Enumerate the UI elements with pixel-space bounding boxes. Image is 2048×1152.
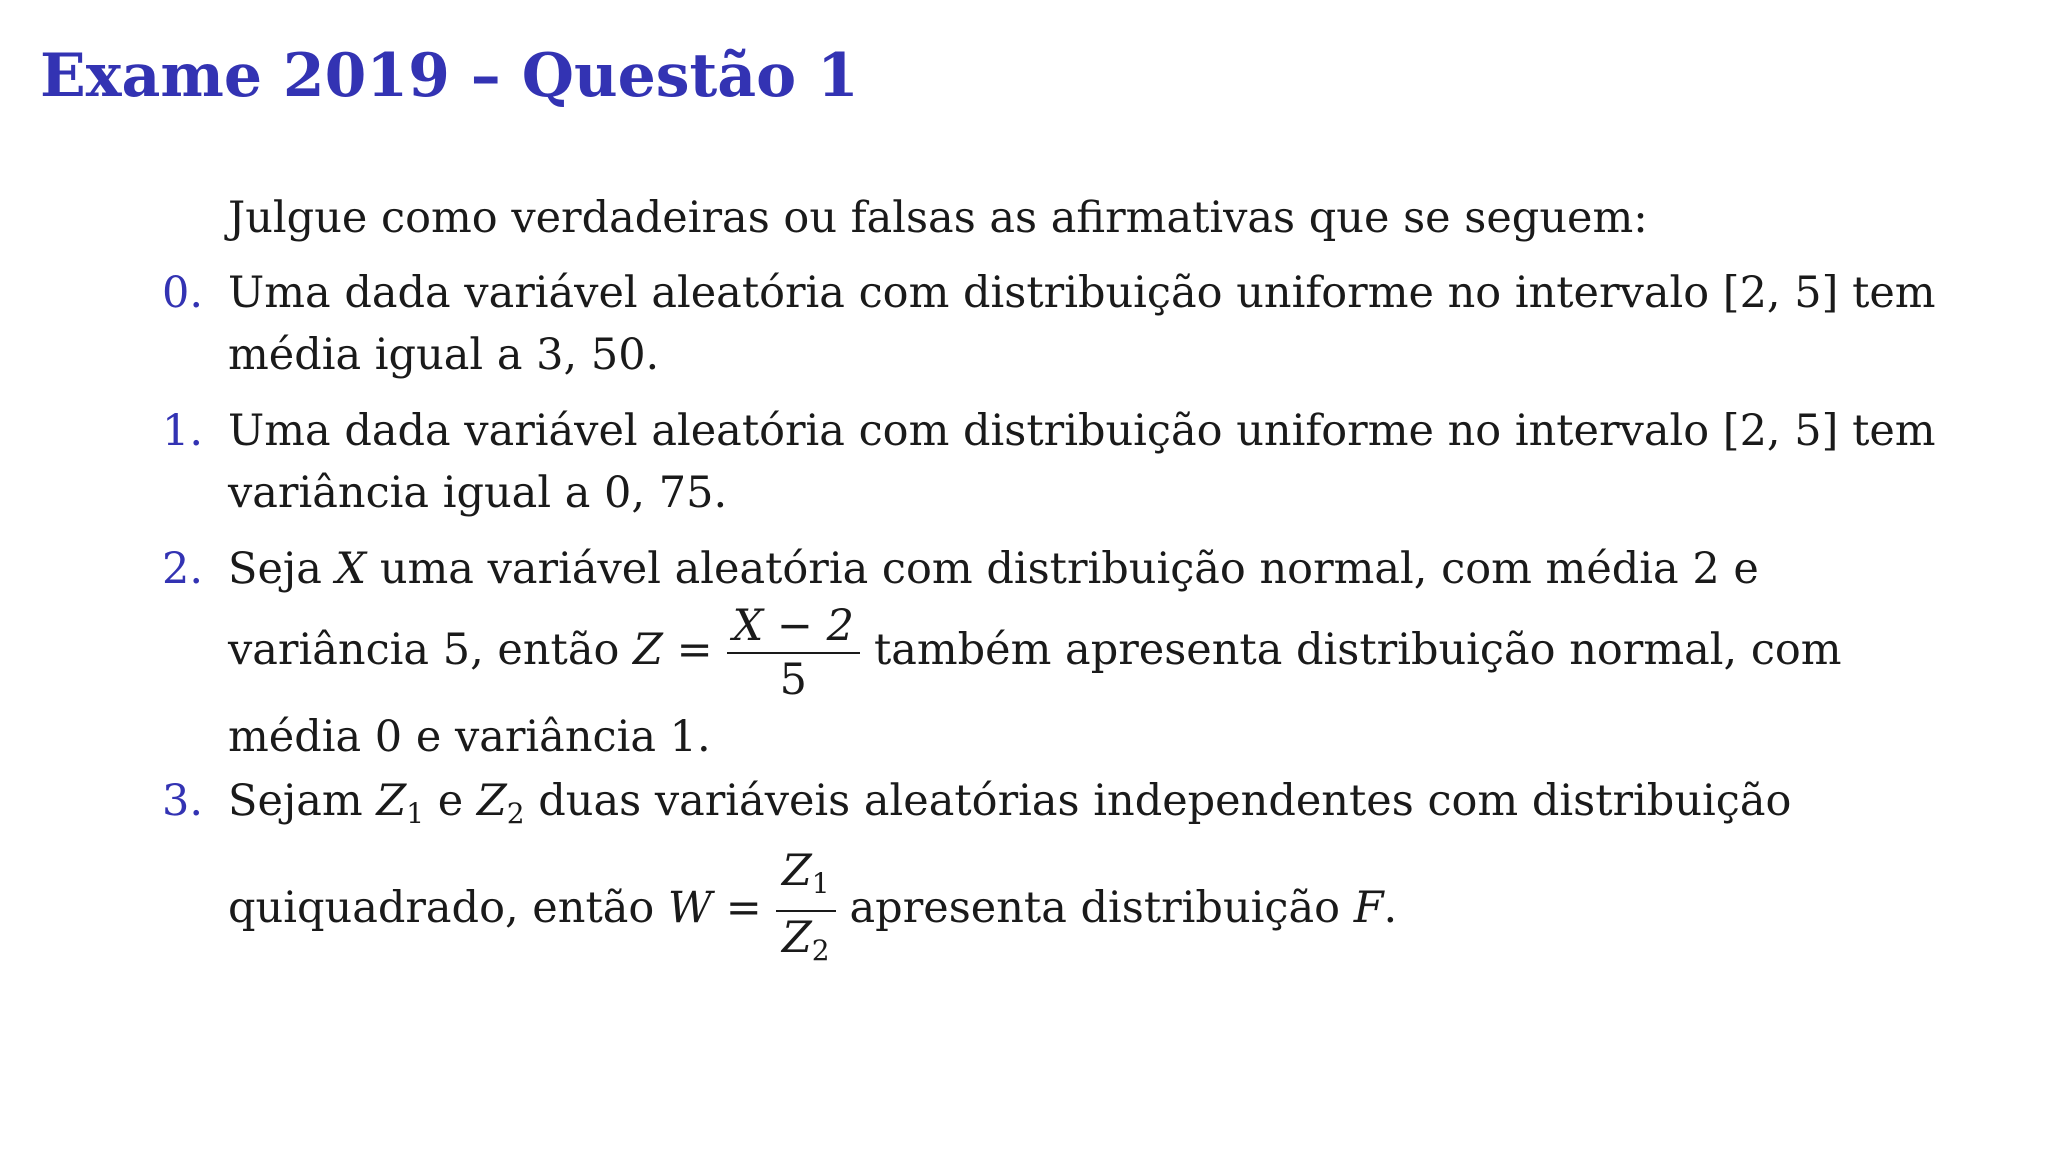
text-run: também apresenta distribuição normal, com [873, 625, 1842, 675]
fraction-numerator [776, 845, 836, 912]
text-run: variância 5, então [228, 625, 634, 675]
fraction-denominator: 5 [779, 655, 807, 705]
list-item-0 [162, 262, 1936, 386]
text-run: duas variáveis aleatórias independentes com distribuição [524, 776, 1792, 826]
math-variable: W [667, 883, 713, 933]
item-text-line: Uma dada variável aleatória com distribuição uniforme no intervalo [2, 5] tem [228, 268, 1936, 318]
item-number: 3. [162, 776, 204, 826]
item-text-line: média 0 e variância 1. [228, 712, 711, 762]
equals-sign: = [712, 883, 762, 933]
list-item-1 [162, 400, 1936, 524]
fraction-numerator: X − 2 [727, 600, 860, 654]
list-item-2 [162, 538, 1928, 768]
item-text-line [228, 538, 1928, 600]
item-number: 1. [162, 406, 204, 456]
math-variable: Z [781, 846, 812, 896]
item-text-line [228, 770, 1928, 845]
math-variable: F [1353, 883, 1384, 933]
math-variable: Z [376, 776, 407, 826]
subscript: 2 [811, 934, 830, 967]
math-variable: Z [476, 776, 507, 826]
item-text-line: variância igual a 0, 75. [228, 468, 728, 518]
item-number: 2. [162, 544, 204, 594]
subscript: 2 [506, 797, 525, 830]
text-run: apresenta distribuição [849, 883, 1354, 933]
list-item-3 [162, 770, 1928, 977]
math-variable: X [335, 544, 367, 594]
fraction [727, 600, 860, 706]
text-run: Sejam [228, 776, 377, 826]
fraction-denominator [776, 912, 836, 977]
intro-text: Julgue como verdadeiras ou falsas as afirmativas que se seguem: [228, 193, 1648, 243]
subscript: 1 [811, 867, 830, 900]
text-run: Seja [228, 544, 336, 594]
equals-sign: = [662, 625, 713, 675]
item-text-line [228, 845, 1928, 977]
subscript: 1 [406, 797, 425, 830]
text-run: e [424, 776, 477, 826]
math-variable: Z [633, 625, 663, 675]
text-run: . [1383, 883, 1398, 933]
item-text-line: Uma dada variável aleatória com distribuição uniforme no intervalo [2, 5] tem [228, 406, 1936, 456]
text-run: quiquadrado, então [228, 883, 668, 933]
math-variable: Z [781, 913, 812, 963]
fraction [776, 845, 836, 977]
item-text-line [228, 600, 1928, 706]
item-number: 0. [162, 268, 204, 318]
slide-title: Exame 2019 – Questão 1 [40, 41, 859, 111]
text-run: uma variável aleatória com distribuição normal, com média 2 e [366, 544, 1759, 594]
item-text-line: média igual a 3, 50. [228, 330, 660, 380]
